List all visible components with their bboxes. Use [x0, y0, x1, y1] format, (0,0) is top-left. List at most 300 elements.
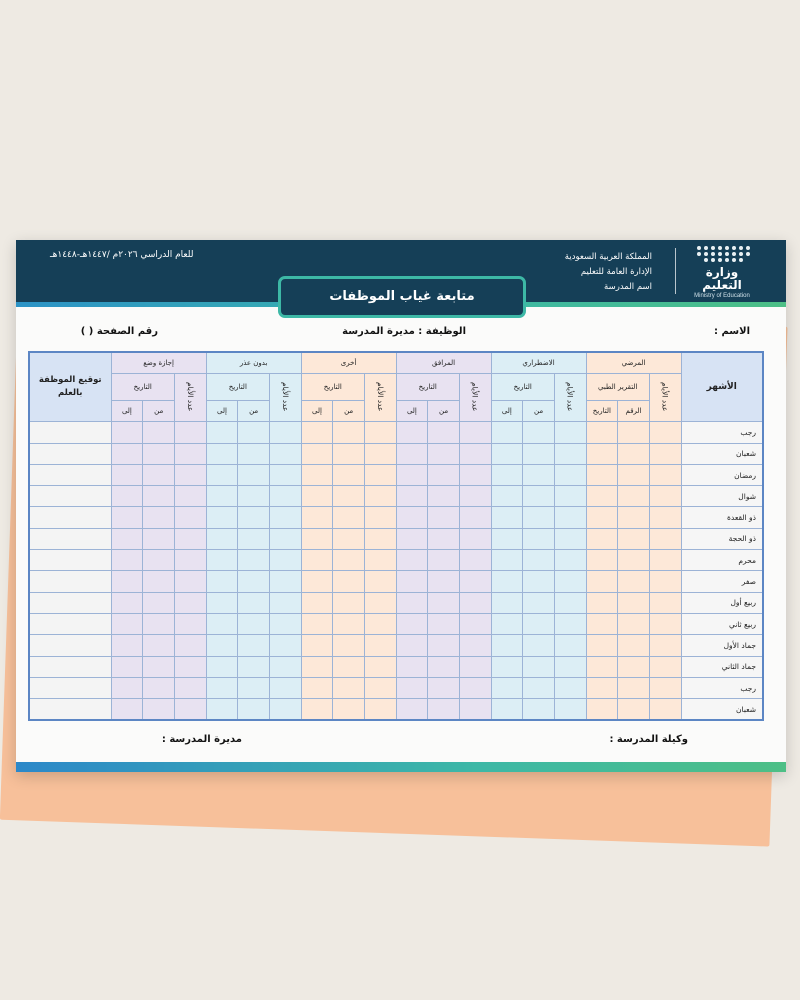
entry-cell[interactable] — [459, 635, 491, 656]
entry-cell[interactable] — [175, 571, 207, 592]
entry-cell[interactable] — [554, 592, 586, 613]
logo-english-text: Ministry of Education — [694, 293, 750, 299]
entry-cell[interactable] — [586, 507, 618, 528]
entry-cell[interactable] — [143, 422, 175, 443]
entry-cell[interactable] — [301, 486, 333, 507]
entry-cell[interactable] — [301, 422, 333, 443]
date-header: التاريخ — [111, 374, 175, 401]
entry-cell[interactable] — [333, 571, 365, 592]
entry-cell[interactable] — [333, 699, 365, 720]
entry-cell[interactable] — [491, 422, 523, 443]
entry-cell[interactable] — [238, 422, 270, 443]
signature-cell[interactable] — [29, 656, 111, 677]
entry-cell[interactable] — [301, 635, 333, 656]
entry-cell[interactable] — [269, 613, 301, 634]
entry-cell[interactable] — [396, 528, 428, 549]
entry-cell[interactable] — [269, 699, 301, 720]
ministry-logo-icon — [692, 246, 752, 299]
entry-cell[interactable] — [396, 464, 428, 485]
entry-cell[interactable] — [238, 677, 270, 698]
entry-cell[interactable] — [554, 613, 586, 634]
month-cell: جماد الأول — [681, 635, 763, 656]
entry-cell[interactable] — [523, 699, 555, 720]
medical-report-header: التقرير الطبي — [586, 374, 649, 401]
entry-cell[interactable] — [618, 677, 650, 698]
entry-cell[interactable] — [459, 550, 491, 571]
entry-cell[interactable] — [238, 464, 270, 485]
entry-cell[interactable] — [586, 592, 618, 613]
entry-cell[interactable] — [491, 464, 523, 485]
from-header: من — [523, 401, 555, 422]
entry-cell[interactable] — [175, 592, 207, 613]
entry-cell[interactable] — [491, 635, 523, 656]
entry-cell[interactable] — [459, 677, 491, 698]
entry-cell[interactable] — [364, 635, 396, 656]
entry-cell[interactable] — [143, 677, 175, 698]
entry-cell[interactable] — [649, 699, 681, 720]
entry-cell[interactable] — [618, 422, 650, 443]
month-cell: رمضان — [681, 464, 763, 485]
entry-cell[interactable] — [396, 635, 428, 656]
entry-cell[interactable] — [649, 656, 681, 677]
entry-cell[interactable] — [586, 528, 618, 549]
entry-cell[interactable] — [143, 528, 175, 549]
entry-cell[interactable] — [554, 699, 586, 720]
entry-cell[interactable] — [301, 571, 333, 592]
entry-cell[interactable] — [301, 464, 333, 485]
entry-cell[interactable] — [238, 550, 270, 571]
entry-cell[interactable] — [238, 486, 270, 507]
entry-cell[interactable] — [618, 592, 650, 613]
entry-cell[interactable] — [554, 464, 586, 485]
group-header-emergency: الاضطراري — [491, 352, 586, 374]
table-row — [29, 635, 763, 656]
group-header-sick: المرضي — [586, 352, 681, 374]
entry-cell[interactable] — [111, 656, 143, 677]
entry-cell[interactable] — [175, 677, 207, 698]
entry-cell[interactable] — [206, 443, 238, 464]
signature-cell[interactable] — [29, 699, 111, 720]
table-row — [29, 528, 763, 549]
entry-cell[interactable] — [238, 592, 270, 613]
entry-cell[interactable] — [554, 443, 586, 464]
entry-cell[interactable] — [649, 677, 681, 698]
entry-cell[interactable] — [428, 613, 460, 634]
entry-cell[interactable] — [111, 635, 143, 656]
entry-cell[interactable] — [554, 528, 586, 549]
entry-cell[interactable] — [206, 422, 238, 443]
entry-cell[interactable] — [206, 635, 238, 656]
entry-cell[interactable] — [649, 613, 681, 634]
entry-cell[interactable] — [111, 422, 143, 443]
entry-cell[interactable] — [396, 592, 428, 613]
entry-cell[interactable] — [618, 635, 650, 656]
entry-cell[interactable] — [586, 571, 618, 592]
entry-cell[interactable] — [175, 422, 207, 443]
from-header: من — [143, 401, 175, 422]
entry-cell[interactable] — [206, 550, 238, 571]
entry-cell[interactable] — [586, 486, 618, 507]
entry-cell[interactable] — [143, 443, 175, 464]
entry-cell[interactable] — [206, 677, 238, 698]
entry-cell[interactable] — [143, 507, 175, 528]
signature-cell[interactable] — [29, 592, 111, 613]
entry-cell[interactable] — [301, 656, 333, 677]
entry-cell[interactable] — [428, 699, 460, 720]
entry-cell[interactable] — [459, 422, 491, 443]
entry-cell[interactable] — [364, 699, 396, 720]
entry-cell[interactable] — [269, 592, 301, 613]
entry-cell[interactable] — [459, 464, 491, 485]
entry-cell[interactable] — [649, 528, 681, 549]
entry-cell[interactable] — [523, 443, 555, 464]
entry-cell[interactable] — [523, 677, 555, 698]
month-cell: محرم — [681, 550, 763, 571]
entry-cell[interactable] — [396, 571, 428, 592]
entry-cell[interactable] — [396, 422, 428, 443]
job-value: مديرة المدرسة — [342, 326, 415, 337]
entry-cell[interactable] — [459, 592, 491, 613]
entry-cell[interactable] — [459, 571, 491, 592]
month-cell: ذو القعدة — [681, 507, 763, 528]
entry-cell[interactable] — [143, 571, 175, 592]
entry-cell[interactable] — [301, 507, 333, 528]
entry-cell[interactable] — [269, 464, 301, 485]
entry-cell[interactable] — [301, 550, 333, 571]
entry-cell[interactable] — [523, 464, 555, 485]
entry-cell[interactable] — [364, 464, 396, 485]
entry-cell[interactable] — [364, 571, 396, 592]
entry-cell[interactable] — [523, 422, 555, 443]
entry-cell[interactable] — [175, 613, 207, 634]
entry-cell[interactable] — [364, 550, 396, 571]
entry-cell[interactable] — [428, 677, 460, 698]
entry-cell[interactable] — [269, 635, 301, 656]
entry-cell[interactable] — [491, 550, 523, 571]
entry-cell[interactable] — [618, 464, 650, 485]
entry-cell[interactable] — [396, 486, 428, 507]
entry-cell[interactable] — [459, 486, 491, 507]
entry-cell[interactable] — [111, 677, 143, 698]
page-number-label: رقم الصفحة ( ) — [80, 326, 158, 337]
table-row — [29, 592, 763, 613]
entry-cell[interactable] — [238, 507, 270, 528]
month-cell: رجب — [681, 422, 763, 443]
entry-cell[interactable] — [491, 443, 523, 464]
entry-cell[interactable] — [649, 486, 681, 507]
entry-cell[interactable] — [649, 571, 681, 592]
entry-cell[interactable] — [333, 635, 365, 656]
entry-cell[interactable] — [523, 635, 555, 656]
entry-cell[interactable] — [649, 443, 681, 464]
entry-cell[interactable] — [143, 635, 175, 656]
entry-cell[interactable] — [618, 528, 650, 549]
entry-cell[interactable] — [238, 699, 270, 720]
entry-cell[interactable] — [111, 613, 143, 634]
days-count-header: عدد الأيام — [554, 374, 586, 422]
entry-cell[interactable] — [364, 656, 396, 677]
entry-cell[interactable] — [143, 699, 175, 720]
month-cell: ربيع أول — [681, 592, 763, 613]
entry-cell[interactable] — [618, 571, 650, 592]
entry-cell[interactable] — [143, 592, 175, 613]
entry-cell[interactable] — [364, 528, 396, 549]
entry-cell[interactable] — [428, 635, 460, 656]
entry-cell[interactable] — [396, 656, 428, 677]
entry-cell[interactable] — [396, 613, 428, 634]
entry-cell[interactable] — [175, 550, 207, 571]
entry-cell[interactable] — [586, 422, 618, 443]
entry-cell[interactable] — [206, 486, 238, 507]
entry-cell[interactable] — [554, 422, 586, 443]
entry-cell[interactable] — [143, 550, 175, 571]
entry-cell[interactable] — [586, 443, 618, 464]
group-header-unexcused: بدون عذر — [206, 352, 301, 374]
entry-cell[interactable] — [333, 464, 365, 485]
entry-cell[interactable] — [523, 571, 555, 592]
to-header: إلى — [491, 401, 523, 422]
month-cell: شعبان — [681, 443, 763, 464]
entry-cell[interactable] — [649, 507, 681, 528]
entry-cell[interactable] — [364, 592, 396, 613]
entry-cell[interactable] — [111, 443, 143, 464]
entry-cell[interactable] — [364, 677, 396, 698]
entry-cell[interactable] — [269, 550, 301, 571]
entry-cell[interactable] — [333, 486, 365, 507]
entry-cell[interactable] — [175, 486, 207, 507]
entry-cell[interactable] — [554, 507, 586, 528]
signature-cell[interactable] — [29, 635, 111, 656]
entry-cell[interactable] — [238, 613, 270, 634]
days-count-header: عدد الأيام — [269, 374, 301, 422]
entry-cell[interactable] — [618, 656, 650, 677]
entry-cell[interactable] — [586, 635, 618, 656]
entry-cell[interactable] — [206, 464, 238, 485]
signature-cell[interactable] — [29, 507, 111, 528]
entry-cell[interactable] — [301, 592, 333, 613]
entry-cell[interactable] — [364, 486, 396, 507]
entry-cell[interactable] — [554, 486, 586, 507]
entry-cell[interactable] — [428, 443, 460, 464]
entry-cell[interactable] — [491, 677, 523, 698]
entry-cell[interactable] — [523, 656, 555, 677]
entry-cell[interactable] — [238, 571, 270, 592]
entry-cell[interactable] — [523, 592, 555, 613]
entry-cell[interactable] — [459, 528, 491, 549]
entry-cell[interactable] — [269, 507, 301, 528]
entry-cell[interactable] — [618, 486, 650, 507]
entry-cell[interactable] — [269, 677, 301, 698]
entry-cell[interactable] — [111, 486, 143, 507]
entry-cell[interactable] — [206, 592, 238, 613]
entry-cell[interactable] — [649, 464, 681, 485]
entry-cell[interactable] — [175, 528, 207, 549]
entry-cell[interactable] — [238, 443, 270, 464]
entry-cell[interactable] — [333, 613, 365, 634]
entry-cell[interactable] — [649, 422, 681, 443]
entry-cell[interactable] — [206, 507, 238, 528]
entry-cell[interactable] — [618, 613, 650, 634]
entry-cell[interactable] — [396, 443, 428, 464]
entry-cell[interactable] — [396, 677, 428, 698]
entry-cell[interactable] — [206, 699, 238, 720]
entry-cell[interactable] — [364, 443, 396, 464]
entry-cell[interactable] — [586, 677, 618, 698]
entry-cell[interactable] — [206, 656, 238, 677]
entry-cell[interactable] — [491, 486, 523, 507]
entry-cell[interactable] — [428, 464, 460, 485]
entry-cell[interactable] — [175, 635, 207, 656]
entry-cell[interactable] — [238, 656, 270, 677]
entry-cell[interactable] — [428, 656, 460, 677]
entry-cell[interactable] — [238, 635, 270, 656]
entry-cell[interactable] — [301, 443, 333, 464]
entry-cell[interactable] — [111, 571, 143, 592]
entry-cell[interactable] — [491, 592, 523, 613]
entry-cell[interactable] — [491, 699, 523, 720]
entry-cell[interactable] — [333, 443, 365, 464]
entry-cell[interactable] — [333, 550, 365, 571]
entry-cell[interactable] — [269, 486, 301, 507]
entry-cell[interactable] — [554, 656, 586, 677]
entry-cell[interactable] — [459, 656, 491, 677]
month-cell: جماد الثاني — [681, 656, 763, 677]
entry-cell[interactable] — [428, 486, 460, 507]
entry-cell[interactable] — [554, 571, 586, 592]
signature-cell[interactable] — [29, 550, 111, 571]
entry-cell[interactable] — [175, 656, 207, 677]
entry-cell[interactable] — [175, 464, 207, 485]
entry-cell[interactable] — [269, 443, 301, 464]
entry-cell[interactable] — [143, 464, 175, 485]
entry-cell[interactable] — [491, 613, 523, 634]
months-header: الأشهر — [681, 352, 763, 422]
entry-cell[interactable] — [491, 507, 523, 528]
entry-cell[interactable] — [175, 699, 207, 720]
entry-cell[interactable] — [428, 422, 460, 443]
entry-cell[interactable] — [206, 613, 238, 634]
signature-cell[interactable] — [29, 528, 111, 549]
table-row — [29, 699, 763, 720]
entry-cell[interactable] — [111, 550, 143, 571]
entry-cell[interactable] — [586, 613, 618, 634]
signature-cell[interactable] — [29, 464, 111, 485]
entry-cell[interactable] — [618, 443, 650, 464]
signature-cell[interactable] — [29, 571, 111, 592]
entry-cell[interactable] — [111, 507, 143, 528]
entry-cell[interactable] — [301, 613, 333, 634]
entry-cell[interactable] — [333, 656, 365, 677]
org-line-kingdom: المملكة العربية السعودية — [564, 252, 652, 262]
entry-cell[interactable] — [586, 656, 618, 677]
entry-cell[interactable] — [333, 528, 365, 549]
table-row — [29, 507, 763, 528]
entry-cell[interactable] — [491, 656, 523, 677]
entry-cell[interactable] — [269, 528, 301, 549]
entry-cell[interactable] — [364, 422, 396, 443]
entry-cell[interactable] — [396, 507, 428, 528]
entry-cell[interactable] — [428, 528, 460, 549]
entry-cell[interactable] — [206, 571, 238, 592]
entry-cell[interactable] — [491, 571, 523, 592]
entry-cell[interactable] — [554, 550, 586, 571]
entry-cell[interactable] — [269, 571, 301, 592]
entry-cell[interactable] — [364, 507, 396, 528]
entry-cell[interactable] — [523, 507, 555, 528]
signature-cell[interactable] — [29, 677, 111, 698]
entry-cell[interactable] — [396, 550, 428, 571]
entry-cell[interactable] — [269, 422, 301, 443]
entry-cell[interactable] — [111, 464, 143, 485]
entry-cell[interactable] — [459, 443, 491, 464]
entry-cell[interactable] — [523, 613, 555, 634]
entry-cell[interactable] — [523, 486, 555, 507]
entry-cell[interactable] — [143, 613, 175, 634]
entry-cell[interactable] — [428, 550, 460, 571]
entry-cell[interactable] — [618, 550, 650, 571]
entry-cell[interactable] — [333, 677, 365, 698]
entry-cell[interactable] — [301, 677, 333, 698]
entry-cell[interactable] — [459, 613, 491, 634]
entry-cell[interactable] — [333, 507, 365, 528]
entry-cell[interactable] — [428, 571, 460, 592]
entry-cell[interactable] — [333, 422, 365, 443]
entry-cell[interactable] — [396, 699, 428, 720]
entry-cell[interactable] — [459, 699, 491, 720]
entry-cell[interactable] — [459, 507, 491, 528]
signature-cell[interactable] — [29, 443, 111, 464]
entry-cell[interactable] — [111, 699, 143, 720]
entry-cell[interactable] — [238, 528, 270, 549]
entry-cell[interactable] — [143, 486, 175, 507]
org-line-school: اسم المدرسة — [604, 282, 652, 292]
signature-cell[interactable] — [29, 486, 111, 507]
entry-cell[interactable] — [523, 528, 555, 549]
entry-cell[interactable] — [206, 528, 238, 549]
entry-cell[interactable] — [111, 528, 143, 549]
date-header: التاريخ — [491, 374, 554, 401]
entry-cell[interactable] — [554, 677, 586, 698]
entry-cell[interactable] — [649, 592, 681, 613]
signature-cell[interactable] — [29, 613, 111, 634]
entry-cell[interactable] — [301, 699, 333, 720]
entry-cell[interactable] — [111, 592, 143, 613]
entry-cell[interactable] — [586, 699, 618, 720]
entry-cell[interactable] — [618, 699, 650, 720]
entry-cell[interactable] — [333, 592, 365, 613]
entry-cell[interactable] — [175, 443, 207, 464]
entry-cell[interactable] — [428, 592, 460, 613]
entry-cell[interactable] — [269, 656, 301, 677]
signature-cell[interactable] — [29, 422, 111, 443]
entry-cell[interactable] — [491, 528, 523, 549]
entry-cell[interactable] — [554, 635, 586, 656]
entry-cell[interactable] — [175, 507, 207, 528]
job-field — [342, 326, 466, 337]
entry-cell[interactable] — [618, 507, 650, 528]
entry-cell[interactable] — [586, 550, 618, 571]
entry-cell[interactable] — [523, 550, 555, 571]
entry-cell[interactable] — [586, 464, 618, 485]
document-page — [16, 240, 786, 772]
entry-cell[interactable] — [364, 613, 396, 634]
entry-cell[interactable] — [649, 550, 681, 571]
number-header: الرقم — [618, 401, 650, 422]
entry-cell[interactable] — [428, 507, 460, 528]
entry-cell[interactable] — [301, 528, 333, 549]
entry-cell[interactable] — [649, 635, 681, 656]
entry-cell[interactable] — [143, 656, 175, 677]
